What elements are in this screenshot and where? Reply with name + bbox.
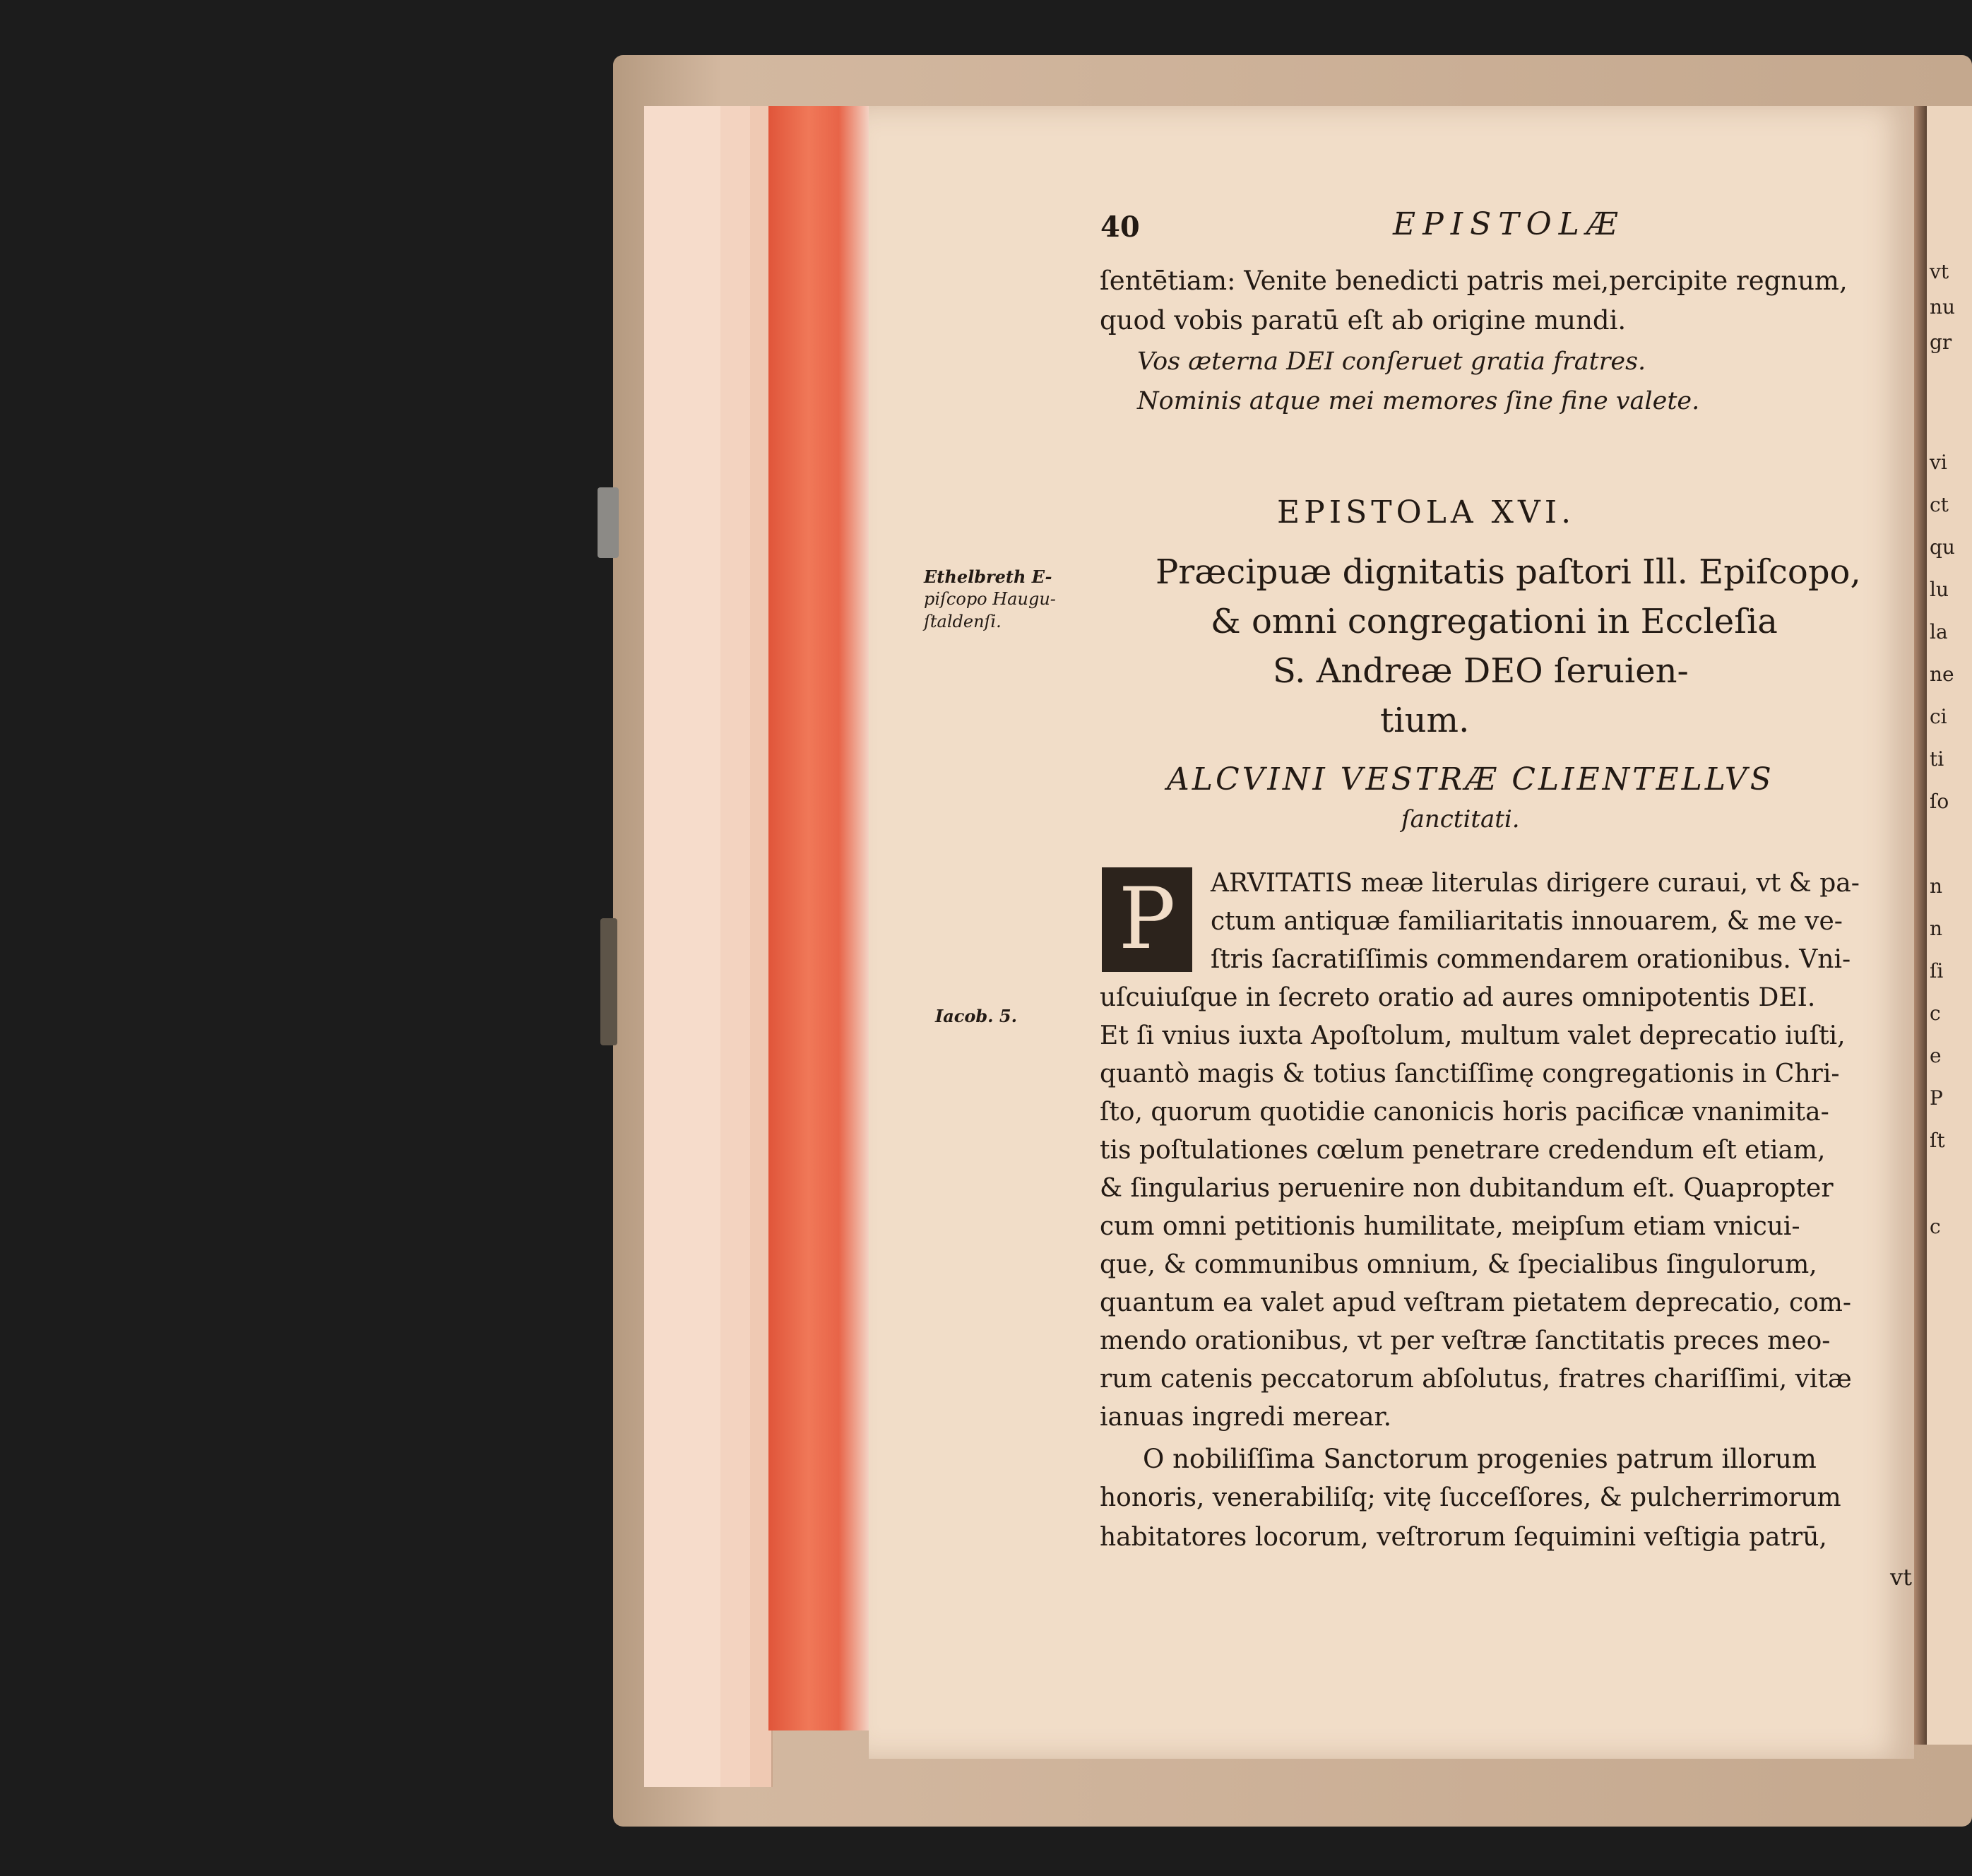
text-line: quantò magis & totius ſanctiſſimę congregationis in Chri- (1100, 1059, 1840, 1088)
facing-fragment: la (1930, 620, 1948, 643)
text-line: honoris, venerabiliſq; vitę ſucceſſores, & pulcherrimorum (1100, 1483, 1841, 1512)
text-line: ianuas ingredi merear. (1100, 1403, 1392, 1432)
text-line: ſentētiam: Venite benedicti patris mei,percipite regnum, (1100, 266, 1848, 296)
facing-page (1927, 106, 1972, 1745)
facing-fragment: ne (1930, 663, 1954, 686)
catchword: vt (1890, 1564, 1912, 1591)
salutation-line: ALCVINI VESTRÆ CLIENTELLVS (1167, 761, 1774, 797)
text-line: ARVITATIS meæ literulas dirigere curaui, vt & pa- (1211, 869, 1860, 898)
facing-fragment: c (1930, 1002, 1941, 1025)
facing-fragment: P (1930, 1086, 1943, 1110)
text-line: cum omni petitionis humilitate, meipſum etiam vnicui- (1100, 1212, 1800, 1241)
running-title: EPISTOLÆ (1393, 206, 1624, 242)
page-edges-red (768, 106, 869, 1730)
book-spine-band (600, 918, 617, 1045)
text-line: rum catenis peccatorum abſolutus, fratres chariſſimi, vitæ (1100, 1365, 1852, 1394)
text-line: ſto, quorum quotidie canonicis horis pacificæ vnanimita- (1100, 1098, 1829, 1127)
facing-fragment: vt (1930, 260, 1949, 283)
text-line: ſtris ſacratiſſimis commendarem orationibus. Vni- (1211, 945, 1851, 974)
text-line: tis poſtulationes cœlum penetrare credendum eſt etiam, (1100, 1136, 1826, 1165)
facing-fragment: ci (1930, 705, 1947, 728)
address-line: tium. (1380, 701, 1470, 740)
book-clasp (598, 487, 619, 558)
facing-fragment: c (1930, 1215, 1941, 1238)
facing-fragment: gr (1930, 331, 1952, 354)
text-line: O nobiliſſima Sanctorum progenies patrum illorum (1143, 1444, 1817, 1474)
text-line: & ſingularius peruenire non dubitandum eſt. Quapropter (1100, 1174, 1834, 1203)
facing-fragment: ti (1930, 747, 1944, 771)
marginal-note: piſcopo Haugu- (924, 589, 1056, 609)
facing-fragment: ct (1930, 493, 1949, 516)
verse-line: Nominis atque mei memores ſine fine valete. (1137, 387, 1700, 415)
facing-fragment: lu (1930, 578, 1949, 601)
address-line: S. Andreæ DEO ſeruien- (1273, 651, 1689, 691)
facing-fragment: vi (1930, 451, 1947, 474)
facing-fragment: n (1930, 874, 1943, 898)
marginal-citation: Iacob. 5. (935, 1006, 1017, 1026)
book-gutter (1914, 106, 1927, 1745)
page-number: 40 (1100, 210, 1140, 244)
facing-fragment: ſi (1930, 959, 1944, 982)
marginal-note: ſtaldenſi. (924, 612, 1002, 631)
drop-initial: P (1102, 867, 1192, 972)
salutation-line: ſanctitati. (1401, 805, 1520, 833)
text-line: que, & communibus omnium, & ſpecialibus ſingulorum, (1100, 1250, 1817, 1279)
facing-fragment: qu (1930, 535, 1955, 559)
address-line: Præcipuæ dignitatis paſtori Ill. Epiſcopo, (1156, 552, 1861, 592)
text-line: quod vobis paratū eſt ab origine mundi. (1100, 305, 1627, 336)
text-line: habitatores locorum, veſtrorum ſequimini veſtigia patrū, (1100, 1523, 1827, 1552)
marginal-note: Ethelbreth E- (924, 566, 1052, 587)
facing-fragment: nu (1930, 295, 1956, 319)
text-line: uſcuiuſque in ſecreto oratio ad aures omnipotentis DEI. (1100, 983, 1816, 1012)
facing-fragment: ſo (1930, 790, 1949, 813)
text-line: quantum ea valet apud veſtram pietatem deprecatio, com- (1100, 1288, 1852, 1317)
epistle-heading: EPISTOLA XVI. (1277, 494, 1576, 530)
verse-line: Vos æterna DEI conſeruet gratia fratres. (1137, 348, 1646, 376)
text-line: ctum antiquæ familiaritatis innouarem, & me ve- (1211, 907, 1843, 936)
text-line: Et ſi vnius iuxta Apoſtolum, multum valet deprecatio iuſti, (1100, 1021, 1846, 1050)
facing-fragment: e (1930, 1044, 1942, 1067)
facing-fragment: ſt (1930, 1129, 1945, 1152)
address-line: & omni congregationi in Eccleſia (1211, 602, 1778, 641)
facing-fragment: n (1930, 917, 1943, 940)
text-line: mendo orationibus, vt per veſtræ ſanctitatis preces meo- (1100, 1326, 1831, 1355)
